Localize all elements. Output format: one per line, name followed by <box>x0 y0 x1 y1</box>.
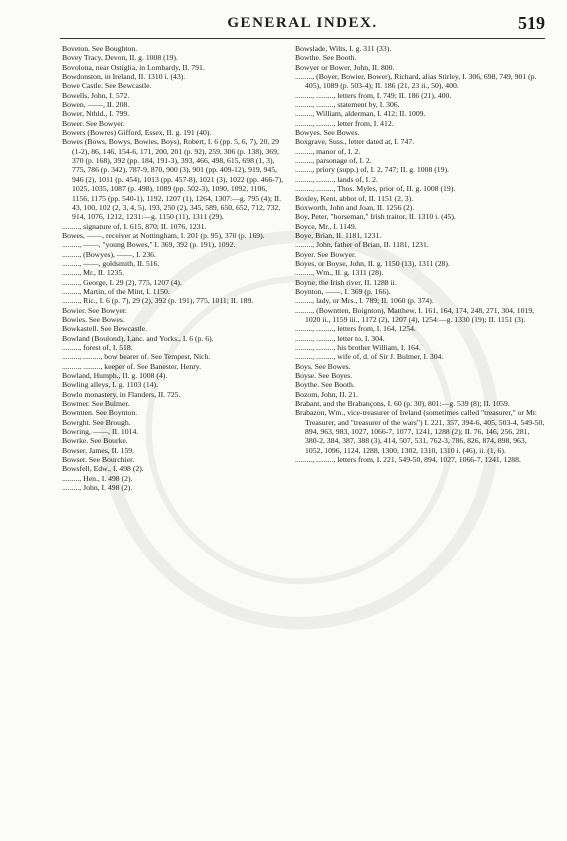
index-entry: Boxworth, John and Joan, II. 1256 (2). <box>295 202 415 212</box>
index-entry: ........., Wm., II. g. 1311 (28). <box>295 268 384 278</box>
page-header <box>60 15 545 37</box>
index-entry: ........., (Boyer, Bowier, Bower), Richard, alias Stirley, I. 306, 698, 749, 901 (p. 405), 1089 (p. 503-4); II. 186 (21, 23 ii., 50), 400. <box>295 72 537 91</box>
index-entry: Bowdonston, in Ireland, II. 1310 i. (43). <box>62 72 186 82</box>
index-entry: ........., ........., Thos. Myles, prior of, II. g. 1008 (19). <box>295 184 456 194</box>
index-entry: Boyes, or Boyse, John, II. g. 1150 (13), 1311 (28). <box>295 258 450 268</box>
index-entry: ........., (Bowntten, Boignton), Matthew, I. 161, 164, 174, 248, 271, 304, 1019, 1020 ii., 1159 iii., 1172 (2), 1207 (4), 1254:—g. 1330 (19); II. 1151 (3). <box>295 305 535 324</box>
index-entry: ........., ——, "young Bowes," I. 369, 392 (p. 191), 1092. <box>62 240 236 250</box>
index-entry: Bowes (Bows, Bowys, Bowies, Boys), Robert, I. 6 (pp. 5, 6, 7), 20, 29 (1-2), 86, 146, 154-6, 171, 200, 201 (p. 92), 259, 306 (p. 138), 369, 370 (p. 168), 392 (pp. 184, 191-3), 393, 466, 498, 615, 698 (1, 3), 775, 786 (p. 342), 787-9, 870, 900 (3), 901 (pp. 409-12), 919, 945, 946 (2), 1011 (p. 454), 1013 (pp. 457-8), 1021 (3), 1022 (pp. 466-7), 1025, 1035, 1087 (p. 498), 1089 (pp. 502-3), 1090, 1092, 1106, 1156, 1175 (pp. 540-1), 1192, 1207 (1), 1264, 1307:—g. 795 (4); II. 43, 100, 102 (2, 3, 4, 5), 193, 250 (2), 345, 589, 650, 652, 712, 732, 914, 1076, 1212, 1231:—g. 1150 (11), 1311 (29). <box>62 137 284 222</box>
index-entry: ........., lady, or Mrs., I. 789; II. 1060 (p. 374). <box>295 296 434 306</box>
index-entry: ........., signature of, I. 615, 870; II. 1076, 1231. <box>62 221 207 231</box>
index-entry: ........., ——, goldsmith, II. 516. <box>62 258 160 268</box>
index-entry: ........., ........., wife of, d. of Sir J. Bulmer, I. 304. <box>295 352 444 362</box>
index-entry: Bowers (Bowres) Gifford, Essex, II. g. 191 (40). <box>62 128 212 138</box>
index-entry: Boy, Peter, "horseman," Irish traitor, II. 1310 i. (45). <box>295 212 456 222</box>
index-entry: Boyce, Mr., I. 1149. <box>295 221 357 231</box>
index-entry: ........., William, alderman, I. 412; II. 1009. <box>295 109 426 119</box>
index-entry: ........., ........., his brother William, I. 164. <box>295 343 421 352</box>
index-entry: Bower. See Bowyer. <box>62 118 125 128</box>
index-entry: ........., ........., letters from, I. 164, 1254. <box>295 324 416 334</box>
index-entry: ........., manor of, I. 2. <box>295 146 361 156</box>
index-entry: ........., George, I. 29 (2), 775, 1207 (4). <box>62 277 182 287</box>
index-entry: ........., Ric., I. 6 (p. 7), 29 (2), 392 (p. 191), 775, 1011; II. 189. <box>62 296 254 306</box>
index-entry: ........., ........., letter to, I. 304. <box>295 333 385 343</box>
index-entry: Bowrght. See Brough. <box>62 417 131 427</box>
index-entry: ........., ........., letter from, I. 412. <box>295 118 394 128</box>
index-entry: Bowyes. See Bowes. <box>295 128 360 138</box>
index-entry: Boxgrave, Suss., letter dated at, I. 747. <box>295 137 415 147</box>
index-entry: ........., John, I. 498 (2). <box>62 483 133 493</box>
index-entry: Boys. See Bowes. <box>295 361 351 371</box>
index-entry: ........., priory (supp.) of, I. 2, 747; II. g. 1008 (19). <box>295 165 449 175</box>
index-entry: Boveton. See Boughton. <box>62 44 138 53</box>
index-entry: ........., ........., letters from, I. 221, 549-50, 894, 1027, 1066-7, 1241, 1288. <box>295 455 521 465</box>
index-entry: ........., (Bowyes), ——, I. 236. <box>62 249 156 259</box>
index-entry: Bowyer or Bower, John, II. 800. <box>295 62 395 72</box>
index-entry: Bozom, John, II. 21. <box>295 389 358 399</box>
index-entry: ........., forest of, I. 518. <box>62 343 133 352</box>
index-entry: ........., John, father of Brian, II. 1181, 1231. <box>295 240 429 250</box>
index-entry: Boxley, Kent, abbot of, II. 1151 (2, 3). <box>295 193 414 203</box>
index-entry: Bovolona, near Ostiglia, in Lombardy, II. 791. <box>62 62 205 72</box>
index-entry: Bowland, Humph., II. g. 1008 (4). <box>62 371 168 381</box>
index-entry: Bowier. See Bowyer. <box>62 305 127 315</box>
index-entry: ........., Mr., II. 1235. <box>62 268 125 278</box>
index-entry: ........., parsonage of, I. 2. <box>295 156 372 166</box>
running-head: GENERAL INDEX. <box>227 15 378 31</box>
index-entry: Boyse. See Boyes. <box>295 371 353 381</box>
index-column-left <box>62 44 284 493</box>
index-entry: Bowntten. See Boynton. <box>62 408 138 418</box>
index-entry: Bowslade, Wilts, I. g. 311 (33). <box>295 44 392 53</box>
index-entry: Bowling alleys, I. g. 1103 (14). <box>62 380 159 390</box>
index-entry: Boyer. See Bowyer. <box>295 249 357 259</box>
index-entry: Boyne, the Irish river, II. 1288 ii. <box>295 277 397 287</box>
index-entry: ........., Hen., I. 498 (2). <box>62 473 133 483</box>
page-number: 519 <box>518 13 545 33</box>
index-entry: Bowlo monastery, in Flanders, II. 725. <box>62 389 181 399</box>
index-entry: Boye, Brian, II. 1181, 1231. <box>295 230 382 240</box>
header-rule <box>60 38 545 39</box>
index-entry: Boynton, ——, I. 369 (p. 166). <box>295 286 391 296</box>
index-entry: Brabant, and the Brabançons, I. 60 (p. 30), 801:—g. 539 (8); II. 1059. <box>295 399 510 409</box>
index-entry: Bowkastell. See Bewcastle. <box>62 324 147 334</box>
index-entry: Bowthe. See Booth. <box>295 53 357 63</box>
index-entry: Bowrke. See Bourke. <box>62 436 128 446</box>
index-entry: Brabazon, Wm., vice-treasurer of Ireland (sometimes called "treasurer," or Mr. Treasurer, and "treasurer of the wars") I. 221, 357, 394-6, 405, 503-4, 549-50, 894, 963, 983, 1027, 1066-7, 1077, 1241, 1288 (2); II. 76, 146, 256, 281, 380-2, 384, 387, 388 (3), 414, 507, 531, 762-3, 786, 826, 874, 898, 963, 1052, 1096, 1124, 1288, 1300, 1302, 1310, 1310 i. (46), ii. (1, 6). <box>295 408 545 455</box>
index-entry: Bowser, James, II. 159. <box>62 445 135 455</box>
index-entry: Bowser. See Bourchier. <box>62 455 135 465</box>
index-entry: Bowring, ——, II. 1014. <box>62 427 139 437</box>
index-entry: Boythe. See Booth. <box>295 380 355 390</box>
index-entry: ........., Martin, of the Mint, I. 1150. <box>62 286 170 296</box>
index-entry: Bowells, John, I. 572. <box>62 90 130 100</box>
index-entry: ........., ........., letters from, I. 749; II. 186 (21), 400. <box>295 90 452 100</box>
index-entry: ........., ........., keeper of. See Banester, Henry. <box>62 361 202 371</box>
index-entry: Bowes, ——, receiver at Nottingham, I. 201 (p. 95), 370 (p. 169). <box>62 230 265 240</box>
index-entry: Bowland (Boulond), Lanc. and Yorks., I. 6 (p. 6). <box>62 333 214 343</box>
index-column-right <box>295 44 545 464</box>
index-entry: Bower, Nthld., I. 799. <box>62 109 130 119</box>
index-entry: Bovey Tracy, Devon, II. g. 1008 (19). <box>62 53 178 63</box>
index-entry: ........., ........., lands of, I. 2. <box>295 174 378 184</box>
index-entry: Bowsfell, Edw., I. 498 (2). <box>62 464 144 474</box>
index-entry: Bowies. See Bowes. <box>62 314 125 324</box>
index-entry: Bowen, ——, II. 208. <box>62 100 130 110</box>
index-entry: ........., ........., bow bearer of. See Tempest, Nich. <box>62 352 211 362</box>
index-entry: ........., ........., statement by, I. 306. <box>295 100 400 110</box>
index-entry: Bowe Castle. See Bewcastle. <box>62 81 152 91</box>
index-entry: Bowmer. See Bulmer. <box>62 399 130 409</box>
